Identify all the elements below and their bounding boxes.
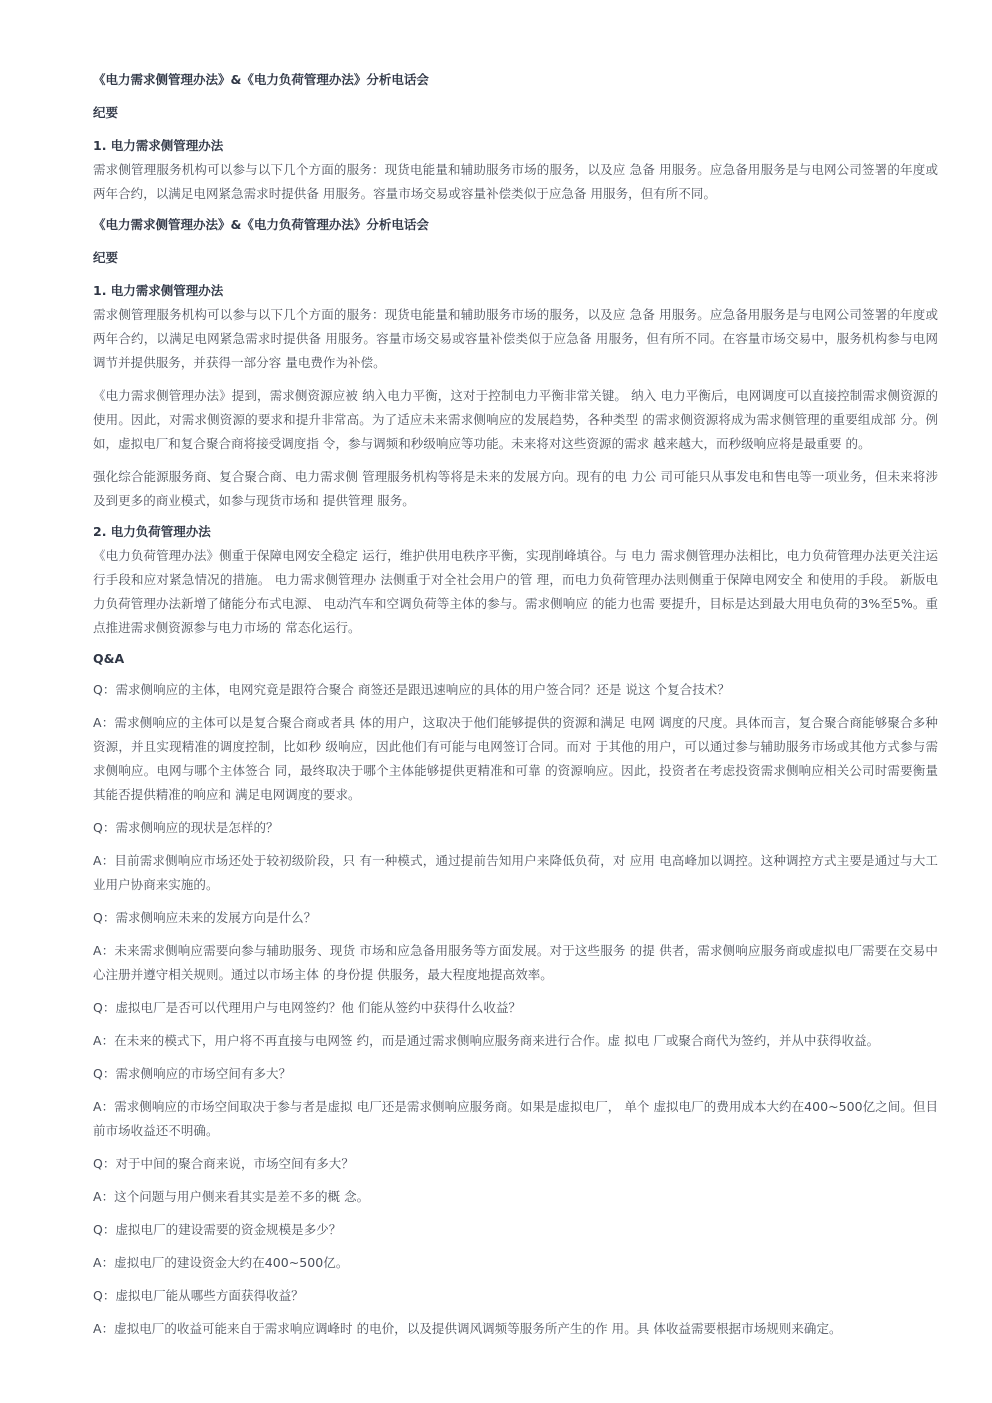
answer: A：虚拟电厂的建设资金大约在400~500亿。 xyxy=(93,1255,349,1270)
section-heading-load-management: 2. 电力负荷管理办法 xyxy=(93,524,211,539)
minutes-heading: 纪要 xyxy=(93,105,119,120)
section-heading-demand-side: 1. 电力需求侧管理办法 xyxy=(93,138,224,153)
qa-heading: Q&A xyxy=(93,651,125,666)
paragraph: 《电力需求侧管理办法》提到，需求侧资源应被 纳入电力平衡，这对于控制电力平衡非常关键。 纳入 电力平衡后，电网调度可以直接控制需求侧资源的使用。因此，对需求侧资源的要求和提升非常高。为了适应未来需求侧响应的发展趋势，各种类型 的需求侧资源将成为需求侧管理的重要组成部 分。例 如，虚拟电厂和复合聚合商将接受调度指 令，参与调频和秒级响应等功能。未来将对这些资源的需求 越来越大，而秒级响应将是最重要 的。 xyxy=(93,388,938,451)
document-title: 《电力需求侧管理办法》&《电力负荷管理办法》分析电话会 xyxy=(93,72,429,87)
question: Q：需求侧响应的现状是怎样的？ xyxy=(93,820,279,835)
minutes-heading: 纪要 xyxy=(93,250,119,265)
answer: A：需求侧响应的市场空间取决于参与者是虚拟 电厂还是需求侧响应服务商。如果是虚拟电厂， 单个 虚拟电厂的费用成本大约在400~500亿之间。但目前市场收益还不明确。 xyxy=(93,1099,938,1138)
answer: A：未来需求侧响应需要向参与辅助服务、现货 市场和应急备用服务等方面发展。对于这些服务 的提 供者，需求侧响应服务商或虚拟电厂需要在交易中心注册并遵守相关规则。通过以市场主体 的身份提 供服务，最大程度地提高效率。 xyxy=(93,943,938,982)
paragraph: 《电力负荷管理办法》侧重于保障电网安全稳定 运行，维护供用电秩序平衡，实现削峰填谷。与 电力 需求侧管理办法相比，电力负荷管理办法更关注运行手段和应对紧急情况的措施。 电力需求侧管理办 法侧重于对全社会用户的管 理，而电力负荷管理办法则侧重于保障电网安全 和使用的手段。 新版电 力负荷管理办法新增了储能分布式电源、 电动汽车和空调负荷等主体的参与。需求侧响应 的能力也需 要提升，目标是达到最大用电负荷的3%至5%。重点推进需求侧资源参与电力市场的 常态化运行。 xyxy=(93,548,938,635)
answer: A：虚拟电厂的收益可能来自于需求响应调峰时 的电价，以及提供调风调频等服务所产生的作 用。具 体收益需要根据市场规则来确定。 xyxy=(93,1321,842,1336)
question: Q：需求侧响应的主体，电网究竟是跟符合聚合 商签还是跟迅速响应的具体的用户签合同？还是 说这 个复合技术？ xyxy=(93,682,730,697)
question: Q：虚拟电厂的建设需要的资金规模是多少？ xyxy=(93,1222,342,1237)
question: Q：需求侧响应未来的发展方向是什么？ xyxy=(93,910,317,925)
answer: A：需求侧响应的主体可以是复合聚合商或者具 体的用户，这取决于他们能够提供的资源和满足 电网 调度的尺度。具体而言，复合聚合商能够聚合多种资源，并且实现精准的调度控制，比如秒 级响应，因此他们有可能与电网签订合同。而对 于其他的用户，可以通过参与辅助服务市场或其他方式参与需 求侧响应。电网与哪个主体签合 同，最终取决于哪个主体能够提供更精准和可靠 的资源响应。因此，投资者在考虑投资需求侧响应相关公司时需要衡量其能否提供精准的响应和 满足电网调度的要求。 xyxy=(93,715,938,802)
question: Q：虚拟电厂能从哪些方面获得收益？ xyxy=(93,1288,304,1303)
question: Q：虚拟电厂是否可以代理用户与电网签约？他 们能从签约中获得什么收益？ xyxy=(93,1000,522,1015)
answer: A：目前需求侧响应市场还处于较初级阶段，只 有一种模式，通过提前告知用户来降低负荷，对 应用 电高峰加以调控。这种调控方式主要是通过与大工业用户协商来实施的。 xyxy=(93,853,938,892)
question: Q：需求侧响应的市场空间有多大？ xyxy=(93,1066,292,1081)
answer: A：在未来的模式下，用户将不再直接与电网签 约，而是通过需求侧响应服务商来进行合作。虚 拟电 厂或聚合商代为签约，并从中获得收益。 xyxy=(93,1033,880,1048)
paragraph: 需求侧管理服务机构可以参与以下几个方面的服务：现货电能量和辅助服务市场的服务，以及应 急备 用服务。应急备用服务是与电网公司签署的年度或两年合约，以满足电网紧急需求时提供备 用服务。容量市场交易或容量补偿类似于应急备 用服务，但有所不同。 xyxy=(93,162,938,201)
qa-list xyxy=(93,678,938,1341)
document-title: 《电力需求侧管理办法》&《电力负荷管理办法》分析电话会 xyxy=(93,217,429,232)
paragraph: 强化综合能源服务商、复合聚合商、电力需求侧 管理服务机构等将是未来的发展方向。现有的电 力公 司可能只从事发电和售电等一项业务，但未来将涉及到更多的商业模式，如参与现货市场和 提供管理 服务。 xyxy=(93,469,938,508)
question: Q：对于中间的聚合商来说，市场空间有多大？ xyxy=(93,1156,354,1171)
answer: A：这个问题与用户侧来看其实是差不多的概 念。 xyxy=(93,1189,370,1204)
paragraph: 需求侧管理服务机构可以参与以下几个方面的服务：现货电能量和辅助服务市场的服务，以及应 急备 用服务。应急备用服务是与电网公司签署的年度或两年合约，以满足电网紧急需求时提供备 用服务。容量市场交易或容量补偿类似于应急备 用服务，但有所不同。在容量市场交易中，服务机构参与电网 调节并提供服务，并获得一部分容 量电费作为补偿。 xyxy=(93,307,938,370)
section-heading-demand-side: 1. 电力需求侧管理办法 xyxy=(93,283,224,298)
